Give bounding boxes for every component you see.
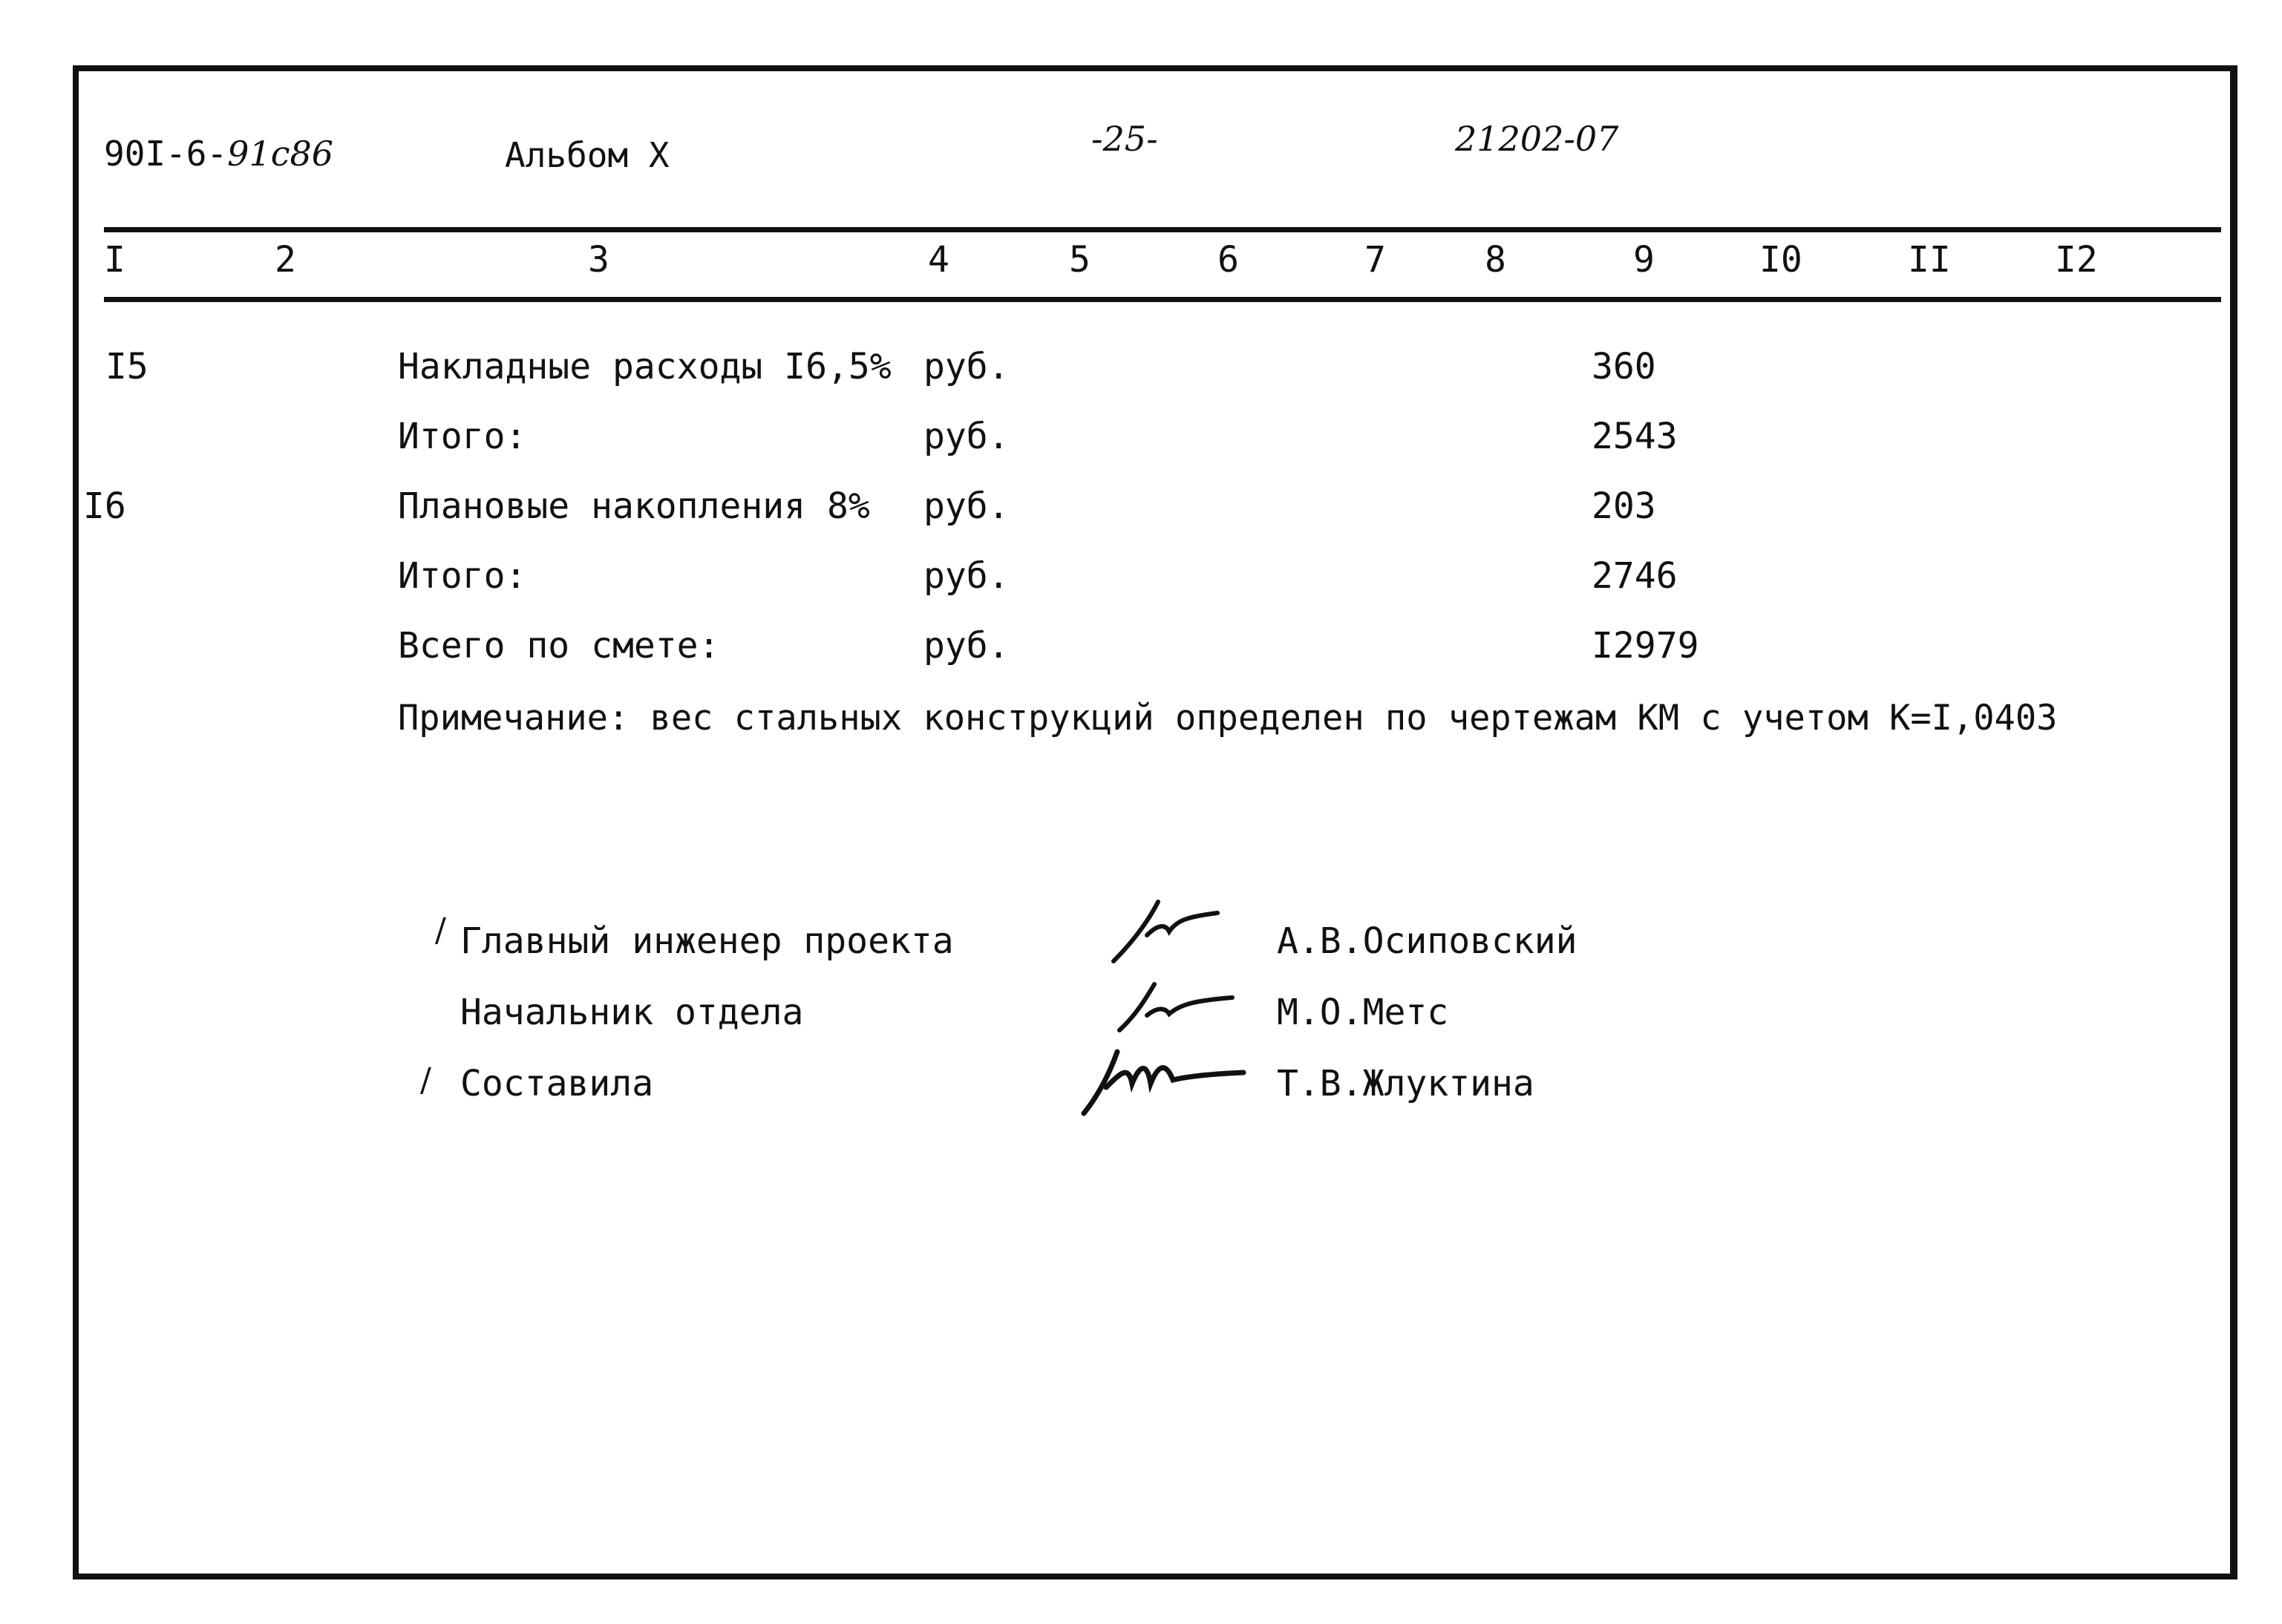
doc-code-typed: 90I-6- (104, 134, 228, 174)
page-frame (73, 65, 2237, 1579)
doc-code-handwritten: 91c86 (227, 134, 334, 174)
header-rule-top (104, 227, 2221, 232)
column-number: 6 (1217, 239, 1239, 281)
row-value: 203 (1592, 485, 1656, 527)
column-number: I0 (1759, 239, 1802, 281)
signature-name: Т.В.Жлуктина (1277, 1063, 1534, 1104)
column-number: 2 (275, 239, 296, 281)
column-number: 5 (1069, 239, 1091, 281)
signature-name: А.В.Осиповский (1277, 920, 1578, 962)
row-value: 360 (1592, 346, 1656, 387)
column-number: 4 (928, 239, 949, 281)
column-number: 9 (1633, 239, 1655, 281)
album-label: Альбом X (505, 135, 670, 175)
row-value: I2979 (1592, 625, 1699, 667)
row-name: Итого: (398, 416, 527, 457)
check-mark-icon: / (435, 911, 446, 949)
column-number: I (104, 239, 125, 281)
sheet-number: 21202-07 (1455, 119, 1619, 159)
column-number: 8 (1485, 239, 1506, 281)
signature-zhluktina-icon (1076, 1043, 1247, 1124)
page-number: -25- (1091, 119, 1158, 159)
row-name: Плановые накопления 8% (398, 485, 870, 527)
check-mark-icon: / (420, 1061, 431, 1099)
row-value: 2543 (1592, 416, 1678, 457)
signature-role: Начальник отдела (460, 992, 804, 1033)
column-number: 7 (1364, 239, 1386, 281)
row-number: I5 (105, 346, 148, 387)
row-value: 2746 (1592, 555, 1678, 597)
row-unit: руб. (923, 485, 1010, 527)
column-number: 3 (588, 239, 609, 281)
row-name: Всего по смете: (398, 625, 720, 667)
signature-name: М.О.Метс (1277, 992, 1449, 1033)
signature-role: Главный инженер проекта (460, 920, 954, 962)
row-unit: руб. (923, 346, 1010, 387)
row-name: Накладные расходы I6,5% (398, 346, 892, 387)
row-number: I6 (83, 485, 126, 527)
signature-role: Составила (460, 1063, 654, 1104)
column-number: I2 (2055, 239, 2098, 281)
row-unit: руб. (923, 625, 1010, 667)
header-rule-bottom (104, 297, 2221, 302)
note-text: Примечание: вес стальных конструкций определен по чертежам КМ с учетом K=I,0403 (398, 698, 2058, 739)
row-unit: руб. (923, 555, 1010, 597)
column-number: II (1908, 239, 1951, 281)
signature-mets-icon (1114, 978, 1247, 1038)
row-unit: руб. (923, 416, 1010, 457)
signature-osipovsky-icon (1106, 894, 1240, 969)
doc-code (104, 134, 333, 174)
row-name: Итого: (398, 555, 527, 597)
